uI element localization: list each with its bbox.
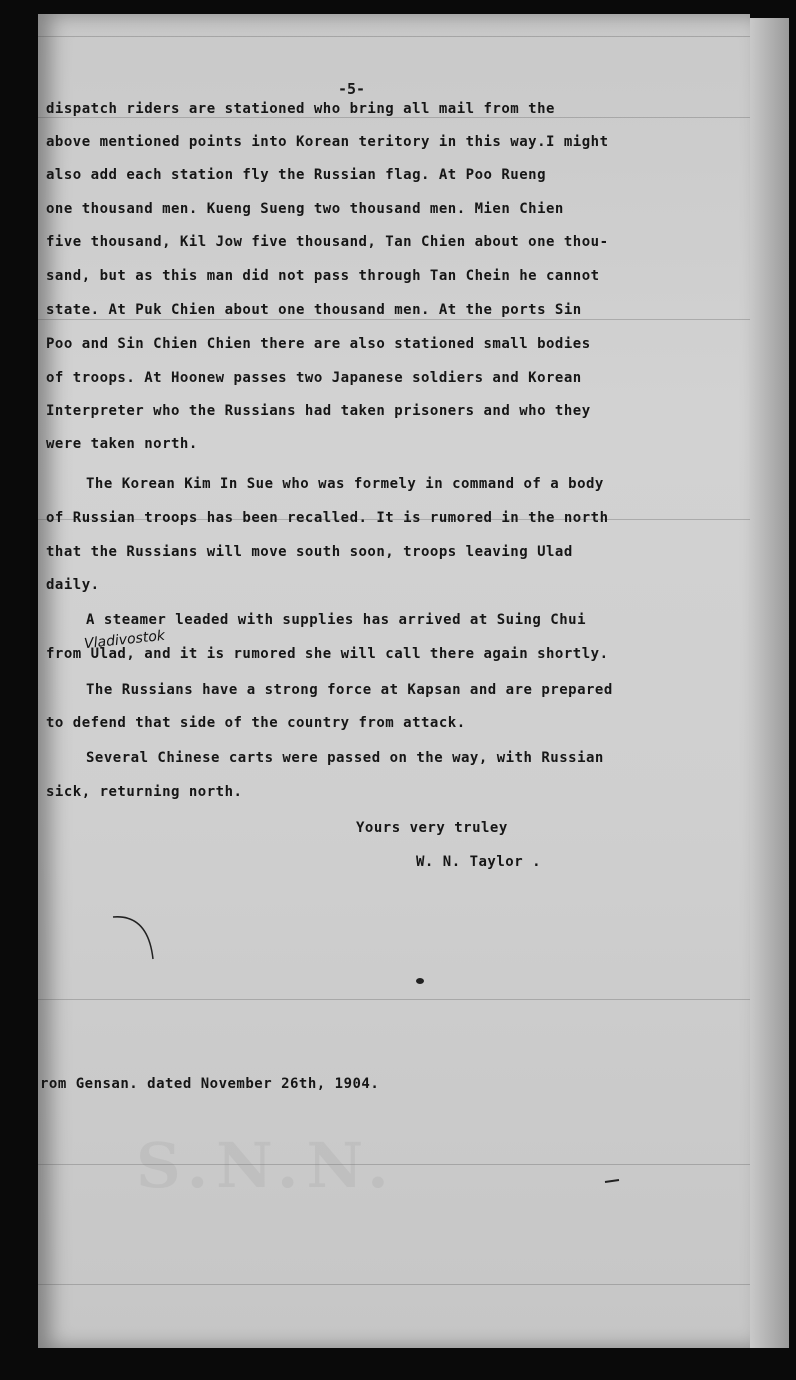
page-number: -5- [338,80,366,98]
signature-text: W. N. Taylor . [416,854,542,870]
text-line-20: Several Chinese carts were passed on the way, with Russian [86,750,604,766]
text-line-4: one thousand men. Kueng Sueng two thousand men. Mien Chien [46,201,564,217]
ink-dash-mark [603,1177,623,1187]
text-line-10: Interpreter who the Russians had taken prisoners and who they [46,403,591,419]
closing-text: Yours very truley [356,820,508,836]
text-line-7: state. At Puk Chien about one thousand men. At the ports Sin [46,302,582,318]
text-line-6: sand, but as this man did not pass through Tan Chein he cannot [46,268,600,284]
text-line-11: were taken north. [46,436,198,452]
text-line-12: The Korean Kim In Sue who was formely in command of a body [86,476,604,492]
text-line-18: The Russians have a strong force at Kapsan and are prepared [86,682,613,698]
pen-stroke-mark [108,909,168,969]
handwritten-annotation: Vladivostok [83,627,166,653]
text-line-17: from Ulad, and it is rumored she will call there again shortly. [46,646,609,662]
text-line-13: of Russian troops has been recalled. It is rumored in the north [46,510,609,526]
text-line-9: of troops. At Hoonew passes two Japanese soldiers and Korean [46,370,582,386]
footer-line: rom Gensan. dated November 26th, 1904. [40,1076,380,1092]
ink-dot-mark [413,976,427,986]
text-line-19: to defend that side of the country from attack. [46,715,466,731]
text-line-15: daily. [46,577,100,593]
text-line-2: above mentioned points into Korean teritory in this way.I might [46,134,609,150]
text-line-8: Poo and Sin Chien Chien there are also stationed small bodies [46,336,591,352]
faint-stamp-watermark: S.N.N. [136,1129,397,1202]
text-line-3: also add each station fly the Russian flag. At Poo Rueng [46,167,547,183]
text-line-16: A steamer leaded with supplies has arrived at Suing Chui [86,612,587,628]
text-line-14: that the Russians will move south soon, troops leaving Ulad [46,544,573,560]
text-line-5: five thousand, Kil Jow five thousand, Tan Chien about one thou- [46,234,609,250]
text-line-21: sick, returning north. [46,784,243,800]
text-line-1: dispatch riders are stationed who bring all mail from the [46,101,555,117]
document-page [38,14,750,1348]
